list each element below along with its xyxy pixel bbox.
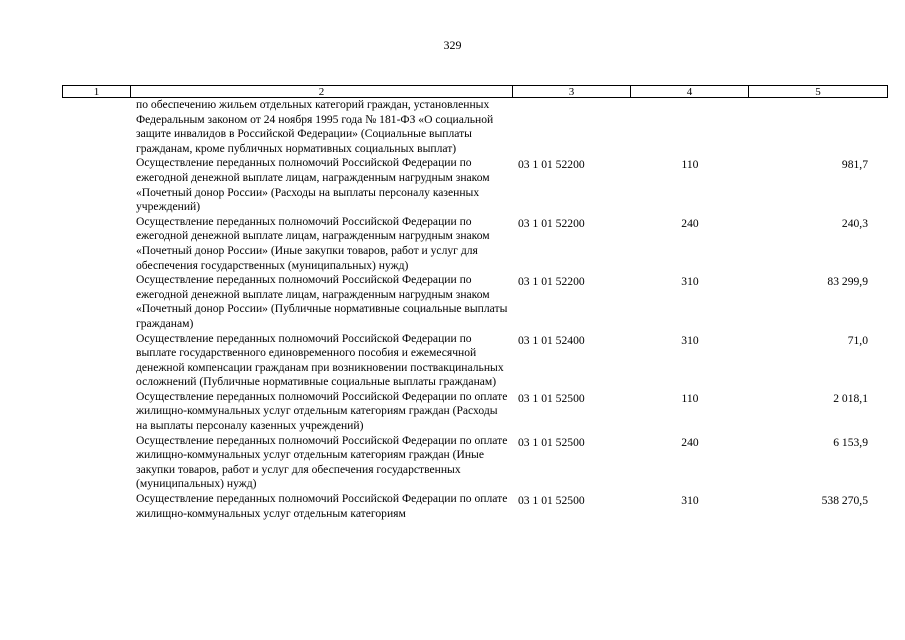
row-code: 03 1 01 52200 [518, 275, 585, 289]
row-code: 03 1 01 52500 [518, 435, 585, 449]
column-header-5: 5 [815, 86, 821, 98]
table-row [0, 332, 905, 390]
page-number: 329 [443, 38, 462, 52]
column-header-4: 4 [631, 86, 749, 97]
row-description: Осуществление переданных полномочий Российской Федерации по ежегодной денежной выплате лицам, награжденным нагрудным знаком «Почетный донор России» (Расходы на выплаты персоналу казенных учреждений) [136, 156, 490, 214]
row-code: 03 1 01 52200 [518, 216, 585, 230]
row-amount: 2 018,1 [833, 391, 868, 405]
row-expense-type: 110 [681, 391, 699, 405]
row-amount: 981,7 [841, 158, 868, 172]
table-header [62, 85, 888, 98]
row-code: 03 1 01 52500 [518, 494, 585, 508]
table-row [0, 273, 905, 331]
row-amount: 538 270,5 [821, 494, 868, 508]
column-header-1: 1 [63, 86, 131, 97]
row-amount: 6 153,9 [833, 435, 868, 449]
row-description: Осуществление переданных полномочий Российской Федерации по оплате жилищно-коммунальных услуг отдельным категориям граждан (Иные закупки товаров, работ и услуг для обеспечения государственных (муниципальных) нужд) [136, 433, 508, 491]
table-row [0, 215, 905, 273]
row-description: Осуществление переданных полномочий Российской Федерации по выплате государственного единовременного пособия и ежемесячной денежной компенсации гражданам при возникновении поствакцинальных осложнений (Публичные нормативные социальные выплаты гражданам) [136, 331, 504, 389]
table-row [0, 434, 905, 492]
table-row [0, 492, 905, 521]
row-description: Осуществление переданных полномочий Российской Федерации по ежегодной денежной выплате лицам, награжденным нагрудным знаком «Почетный донор России» (Иные закупки товаров, работ и услуг для обеспечения государственных (муниципальных) нужд) [136, 214, 490, 272]
table-row [0, 390, 905, 434]
table-row [0, 156, 905, 214]
row-amount: 83 299,9 [827, 275, 868, 289]
row-description: по обеспечению жильем отдельных категорий граждан, установленных Федеральным законом от 24 ноября 1995 года № 181-ФЗ «О социальной защите инвалидов в Российской Федерации» (Социальные выплаты гражданам, кроме публичных нормативных социальных выплат) [136, 98, 494, 155]
row-expense-type: 110 [681, 158, 699, 172]
row-expense-type: 310 [681, 275, 699, 289]
column-header-2: 2 [131, 86, 513, 97]
row-amount: 71,0 [847, 333, 868, 347]
row-expense-type: 310 [681, 494, 699, 508]
row-expense-type: 310 [681, 333, 699, 347]
row-code: 03 1 01 52400 [518, 333, 585, 347]
row-description: Осуществление переданных полномочий Российской Федерации по оплате жилищно-коммунальных услуг отдельным категориям [136, 492, 508, 520]
table-row [0, 98, 905, 156]
row-expense-type: 240 [681, 435, 699, 449]
row-description: Осуществление переданных полномочий Российской Федерации по оплате жилищно-коммунальных услуг отдельным категориям граждан (Расходы на выплаты персоналу казенных учреждений) [136, 389, 508, 433]
row-expense-type: 240 [681, 216, 699, 230]
table-body [0, 98, 905, 521]
row-description: Осуществление переданных полномочий Российской Федерации по ежегодной денежной выплате лицам, награжденным нагрудным знаком «Почетный донор России» (Публичные нормативные социальные выплаты гражданам) [136, 273, 508, 330]
row-code: 03 1 01 52200 [518, 158, 585, 172]
row-amount: 240,3 [841, 216, 868, 230]
column-header-3: 3 [513, 86, 631, 97]
row-code: 03 1 01 52500 [518, 391, 585, 405]
